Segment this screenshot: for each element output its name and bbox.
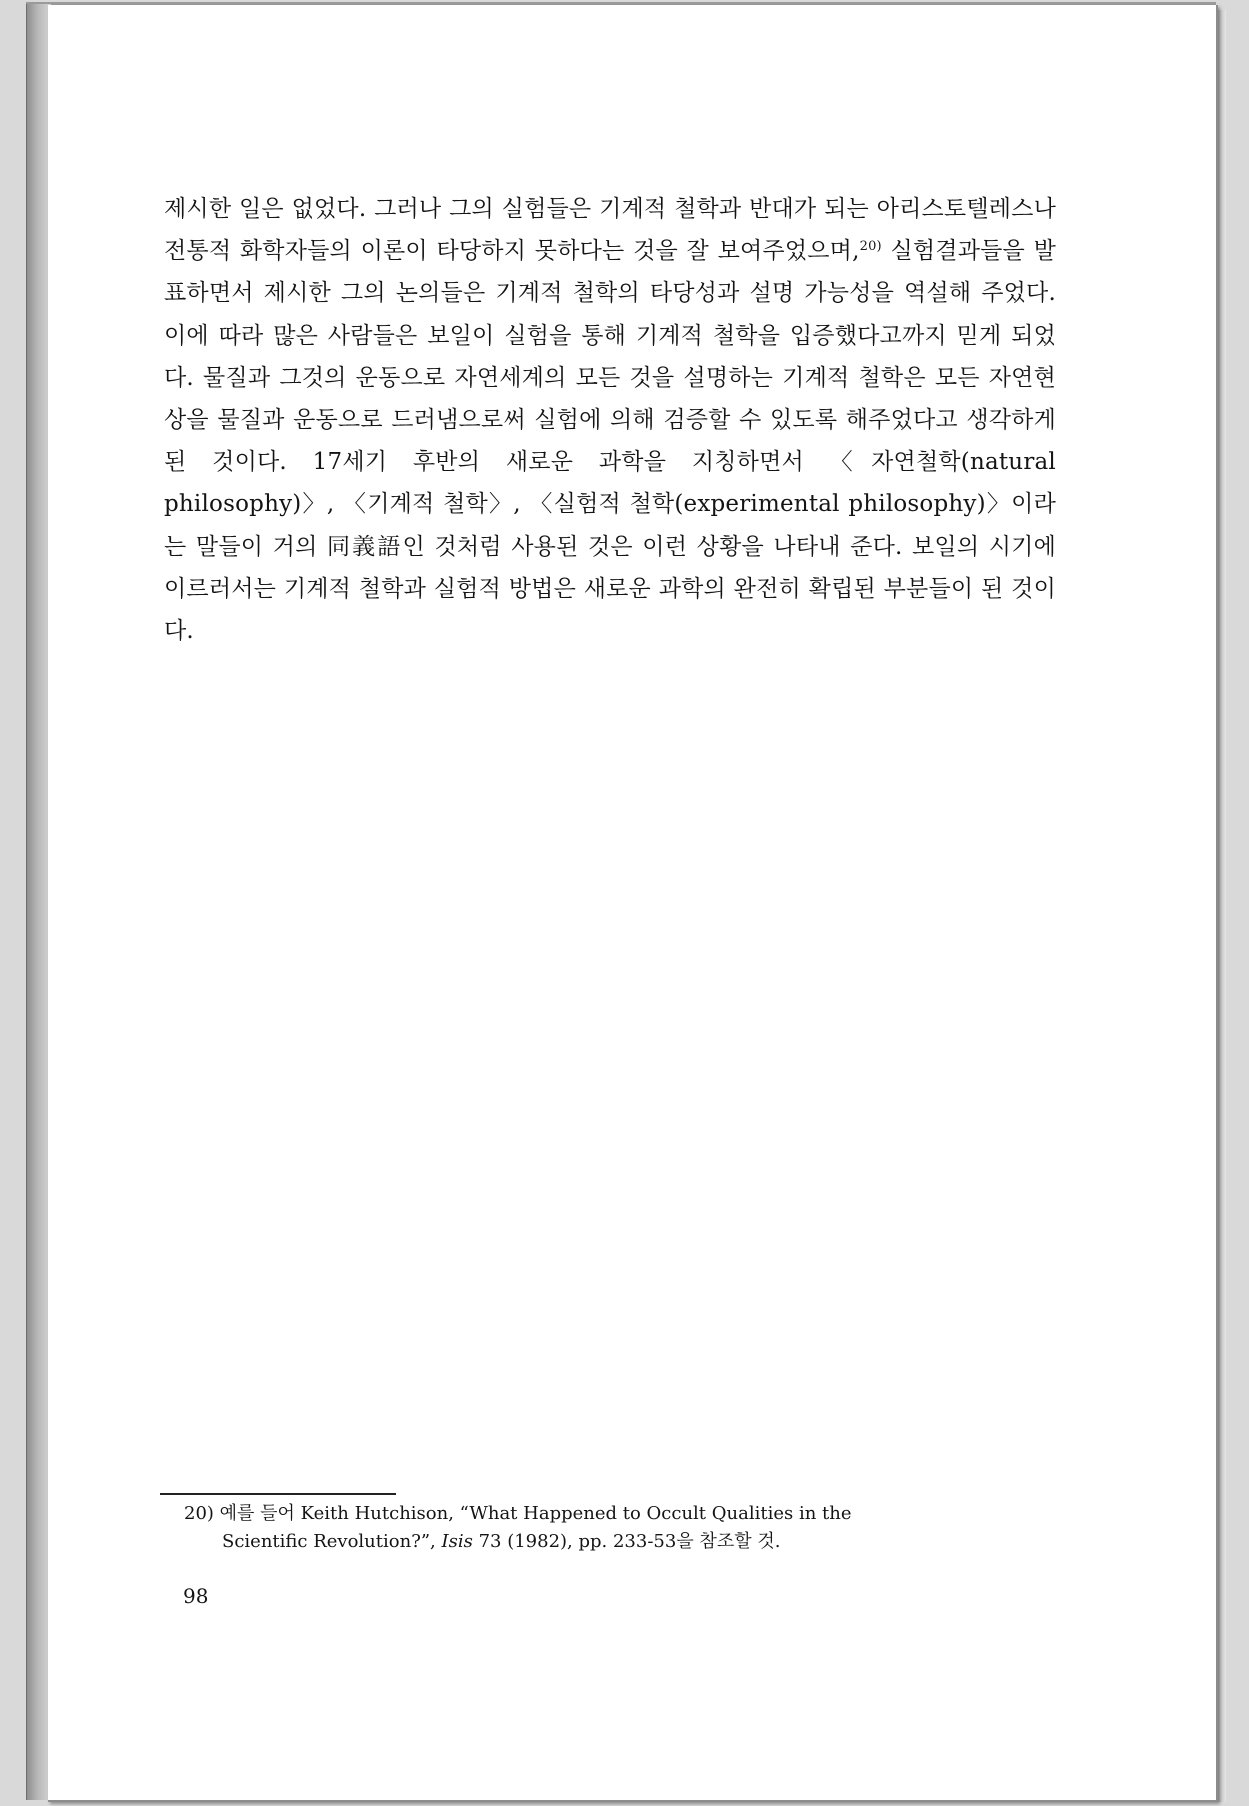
footnote-text-line-2-pre: Scientific Revolution?”,	[222, 1531, 442, 1552]
footnote-line-2	[184, 1528, 1064, 1556]
footnote-reference: 20)	[859, 239, 882, 255]
page-number: 98	[183, 1584, 209, 1608]
footnote-number: 20)	[184, 1503, 214, 1524]
footnote-text-line-1: 예를 들어 Keith Hutchison, “What Happened to Occult Qualities in the	[219, 1503, 852, 1524]
footnote-text-line-2-post: 73 (1982), pp. 233-53을 참조할 것.	[472, 1531, 781, 1552]
body-paragraph-part1: 제시한 일은 없었다. 그러나 그의 실험들은 기계적 철학과 반대가 되는 아리스토텔레스나 전통적 화학자들의 이론이 타당하지 못하다는 것을 잘 보여주었으며,	[164, 196, 1056, 265]
footnote-line-1	[184, 1500, 1064, 1528]
body-paragraph-part2: 실험결과들을 발표하면서 제시한 그의 논의들은 기계적 철학의 타당성과 설명 가능성을 역설해 주었다. 이에 따라 많은 사람들은 보일이 실험을 통해 기계적 철학을 입증했다고까지 믿게 되었다. 물질과 그것의 운동으로 자연세계의 모든 것을 설명하는 기계적 철학은 모든 자연현상을 물질과 운동으로 드러냄으로써 실험에 의해 검증할 수 있도록 해주었다고 생각하게 된 것이다. 17세기 후반의 새로운 과학을 지칭하면서 〈자연철학(natural philosophy)〉, 〈기계적 철학〉, 〈실험적 철학(experimental philosophy)〉이라는 말들이 거의 同義語인 것처럼 사용된 것은 이런 상황을 나타내 준다. 보일의 시기에 이르러서는 기계적 철학과 실험적 방법은 새로운 과학의 완전히 확립된 부분들이 된 것이다.	[164, 238, 1057, 645]
body-paragraph	[164, 188, 1056, 652]
body-text	[164, 188, 1056, 652]
footnote-rule	[160, 1493, 396, 1495]
footnote-journal-title: Isis	[441, 1531, 473, 1552]
footnote	[184, 1500, 1064, 1556]
